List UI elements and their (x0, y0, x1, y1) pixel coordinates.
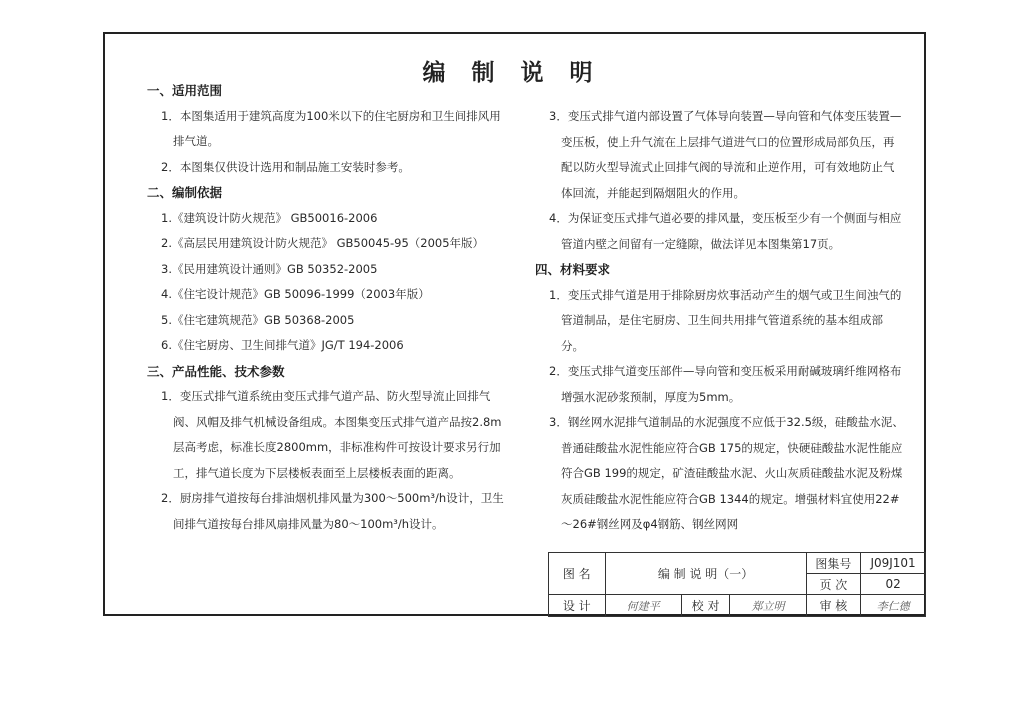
list-item: 3．钢丝网水泥排气道制品的水泥强度不应低于32.5级，硅酸盐水泥、普通硅酸盐水泥性能应符合GB 175的规定，快硬硅酸盐水泥性能应符合GB 199的规定，矿渣硅酸盐水泥、火山灰质硅酸盐水泥及粉煤灰质硅酸盐水泥性能应符合GB 1344的规定。增强材料宜使用22#～26#钢丝网及φ4钢筋、钢丝网网 (549, 415, 904, 531)
section-heading-materials: 四、材料要求 (535, 262, 611, 277)
list-item: 1．本图集适用于建筑高度为100米以下的住宅厨房和卫生间排风用排气道。 (161, 108, 501, 148)
label-check: 校 对 (681, 595, 730, 617)
list-item: 4．为保证变压式排气道必要的排风量，变压板至少有一个侧面与相应管道内壁之间留有一定缝隙，做法详见本图集第17页。 (549, 211, 902, 251)
section-heading-scope: 一、适用范围 (147, 83, 223, 98)
design-signature: 何建平 (605, 595, 681, 617)
section-heading-basis: 二、编制依据 (147, 185, 223, 200)
section-heading-performance: 三、产品性能、技术参数 (147, 363, 285, 379)
list-item: 2.《高层民用建筑设计防火规范》 GB50045-95（2005年版） (161, 236, 485, 250)
label-page-number: 页 次 (806, 574, 861, 595)
list-item: 4.《住宅设计规范》GB 50096-1999（2003年版） (161, 287, 430, 301)
review-signature: 李仁德 (861, 595, 926, 617)
title-block (548, 552, 926, 617)
left-column (147, 78, 507, 537)
drawing-name: 编 制 说 明（一） (605, 553, 806, 595)
check-signature: 郑立明 (730, 595, 806, 617)
list-item: 3.《民用建筑设计通则》GB 50352-2005 (161, 261, 378, 276)
list-item: 1．变压式排气道系统由变压式排气道产品、防火型导流止回排气阀、风帽及排气机械设备组成。本图集变压式排气道产品按2.8m 层高考虑，标准长度2800mm，非标准构件可按设计要求另行加工，排气道长度为下层楼板表面至上层楼板表面的距离。 (161, 389, 502, 480)
list-item: 5.《住宅建筑规范》GB 50368-2005 (161, 312, 355, 327)
label-review: 审 核 (806, 595, 861, 617)
list-item: 1．变压式排气道是用于排除厨房炊事活动产生的烟气或卫生间浊气的管道制品，是住宅厨房、卫生间共用排气管道系统的基本组成部分。 (549, 287, 902, 353)
list-item: 2．变压式排气道变压部件—导向管和变压板采用耐碱玻璃纤维网格布增强水泥砂浆预制，厚度为5mm。 (549, 364, 902, 404)
label-design: 设 计 (549, 595, 606, 617)
set-number: J09J101 (861, 553, 926, 574)
list-item: 6.《住宅厨房、卫生间排气道》JG/T 194-2006 (161, 338, 404, 352)
right-column (535, 104, 905, 538)
list-item: 1.《建筑设计防火规范》 GB50016-2006 (161, 210, 378, 225)
label-drawing-name: 图 名 (549, 553, 606, 595)
page-number: 02 (861, 574, 926, 595)
list-item: 2．厨房排气道按每台排油烟机排风量为300～500m³/h设计，卫生间排气道按每台排风扇排风量为80～100m³/h设计。 (161, 491, 504, 531)
list-item: 2．本图集仅供设计选用和制品施工安装时参考。 (161, 159, 410, 174)
page-title: 编 制 说 明 (422, 60, 602, 86)
label-set-number: 图集号 (806, 553, 861, 574)
list-item: 3．变压式排气道内部设置了气体导向装置—导向管和气体变压装置—变压板，使上升气流在上层排气道进气口的位置形成局部负压，再配以防火型导流式止回排气阀的导流和止逆作用，可有效地防止气体回流，并能起到隔烟阻火的作用。 (549, 109, 902, 200)
